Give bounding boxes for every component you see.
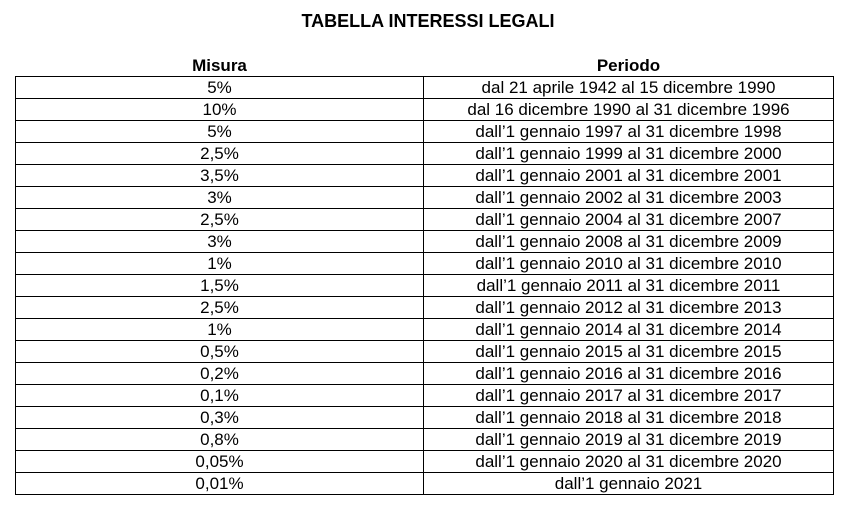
table-row [16,275,834,297]
periodo-cell: dall’1 gennaio 2015 al 31 dicembre 2015 [424,341,834,363]
page-title: TABELLA INTERESSI LEGALI [301,11,555,31]
column-header-periodo: Periodo [596,56,661,75]
table-row [16,209,834,231]
misura-cell: 2,5% [16,297,424,319]
misura-cell: 0,2% [16,363,424,385]
table-row [16,297,834,319]
misura-cell: 2,5% [16,209,424,231]
periodo-cell: dall’1 gennaio 2010 al 31 dicembre 2010 [424,253,834,275]
misura-cell: 3% [16,231,424,253]
misura-cell: 3% [16,187,424,209]
periodo-cell: dall’1 gennaio 2021 [424,473,834,495]
table-row [16,165,834,187]
misura-cell: 0,05% [16,451,424,473]
table-row [16,319,834,341]
table-body [16,77,834,495]
header-row [16,55,834,77]
misura-cell: 0,8% [16,429,424,451]
table-row [16,77,834,99]
periodo-cell: dall’1 gennaio 2008 al 31 dicembre 2009 [424,231,834,253]
table-row [16,451,834,473]
table-row [16,121,834,143]
table-row [16,363,834,385]
misura-cell: 3,5% [16,165,424,187]
table-row [16,341,834,363]
table-row [16,231,834,253]
table-row [16,99,834,121]
column-header-misura: Misura [192,56,247,75]
misura-cell: 0,3% [16,407,424,429]
periodo-cell: dall’1 gennaio 2020 al 31 dicembre 2020 [424,451,834,473]
periodo-cell: dall’1 gennaio 2016 al 31 dicembre 2016 [424,363,834,385]
table-row [16,143,834,165]
table-row [16,253,834,275]
misura-cell: 2,5% [16,143,424,165]
periodo-cell: dall’1 gennaio 2001 al 31 dicembre 2001 [424,165,834,187]
misura-cell: 5% [16,121,424,143]
periodo-cell: dall’1 gennaio 2014 al 31 dicembre 2014 [424,319,834,341]
periodo-cell: dall’1 gennaio 2018 al 31 dicembre 2018 [424,407,834,429]
table-header [16,55,834,77]
misura-cell: 10% [16,99,424,121]
table-row [16,429,834,451]
periodo-cell: dall’1 gennaio 2004 al 31 dicembre 2007 [424,209,834,231]
table-row [16,473,834,495]
periodo-cell: dall’1 gennaio 2019 al 31 dicembre 2019 [424,429,834,451]
misura-cell: 5% [16,77,424,99]
periodo-cell: dall’1 gennaio 2002 al 31 dicembre 2003 [424,187,834,209]
misura-cell: 0,01% [16,473,424,495]
table-row [16,407,834,429]
periodo-cell: dall’1 gennaio 2011 al 31 dicembre 2011 [424,275,834,297]
periodo-cell: dall’1 gennaio 2012 al 31 dicembre 2013 [424,297,834,319]
periodo-cell: dall’1 gennaio 1999 al 31 dicembre 2000 [424,143,834,165]
table-row [16,385,834,407]
periodo-cell: dal 16 dicembre 1990 al 31 dicembre 1996 [424,99,834,121]
misura-cell: 1% [16,319,424,341]
table-row [16,187,834,209]
misura-cell: 0,5% [16,341,424,363]
interest-rates-table [15,55,834,495]
periodo-cell: dal 21 aprile 1942 al 15 dicembre 1990 [424,77,834,99]
periodo-cell: dall’1 gennaio 1997 al 31 dicembre 1998 [424,121,834,143]
misura-cell: 1,5% [16,275,424,297]
misura-cell: 0,1% [16,385,424,407]
periodo-cell: dall’1 gennaio 2017 al 31 dicembre 2017 [424,385,834,407]
misura-cell: 1% [16,253,424,275]
